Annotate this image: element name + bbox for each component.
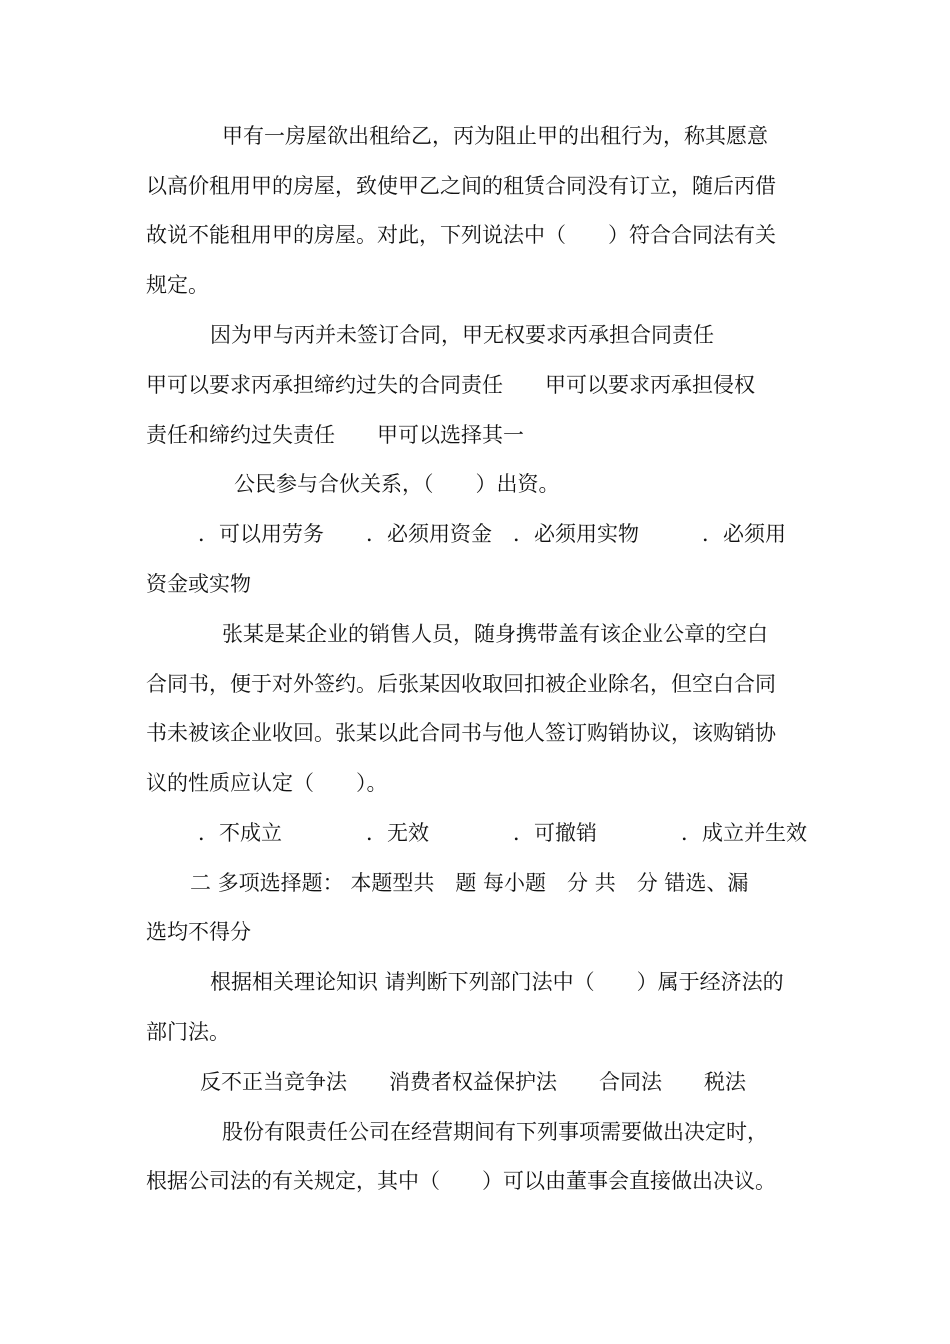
q4-text-line-2: 部门法。 (146, 1020, 230, 1044)
q1-text-line-4: 规定。 (146, 273, 209, 297)
q5-text-line-2: 根据公司法的有关规定，其中（ ）可以由董事会直接做出决议。 (146, 1169, 776, 1193)
q3-text-line-2: 合同书，便于对外签约。后张某因收取回扣被企业除名，但空白合同 (146, 672, 776, 696)
section-heading-line-1: 二 多项选择题： 本题型共 题 每小题 分 共 分 错选、漏 (190, 871, 749, 895)
section-heading-line-2: 选均不得分 (146, 920, 251, 944)
q1-text-line-2: 以高价租用甲的房屋，致使甲乙之间的租赁合同没有订立，随后丙借 (146, 174, 776, 198)
q3-text-line-4: 议的性质应认定（ ）。 (146, 771, 388, 795)
q1-option-line-1: 因为甲与丙并未签订合同，甲无权要求丙承担合同责任 (210, 323, 714, 347)
q3-option-line: ．不成立 ．无效 ．可撤销 ．成立并生效 (198, 821, 807, 845)
q1-text-line-3: 故说不能租用甲的房屋。对此，下列说法中（ ）符合合同法有关 (146, 223, 776, 247)
q3-text-line-1: 张某是某企业的销售人员，随身携带盖有该企业公章的空白 (222, 622, 768, 646)
q4-text-line-1: 根据相关理论知识 请判断下列部门法中（ ）属于经济法的 (210, 970, 784, 994)
q5-text-line-1: 股份有限责任公司在经营期间有下列事项需要做出决定时， (222, 1120, 768, 1144)
q3-text-line-3: 书未被该企业收回。张某以此合同书与他人签订购销协议，该购销协 (146, 721, 776, 745)
q2-text-line: 公民参与合伙关系，（ ）出资。 (234, 472, 560, 496)
q1-option-line-2: 甲可以要求丙承担缔约过失的合同责任 甲可以要求丙承担侵权 (146, 373, 755, 397)
q2-option-line-2: 资金或实物 (146, 572, 251, 596)
q1-text-line-1: 甲有一房屋欲出租给乙，丙为阻止甲的出租行为，称其愿意 (222, 124, 768, 148)
q1-option-line-3: 责任和缔约过失责任 甲可以选择其一 (146, 423, 524, 447)
q4-option-line: 反不正当竞争法 消费者权益保护法 合同法 税法 (200, 1070, 746, 1094)
q2-option-line-1: ．可以用劳务 ．必须用资金 ．必须用实物 ．必须用 (198, 522, 786, 546)
